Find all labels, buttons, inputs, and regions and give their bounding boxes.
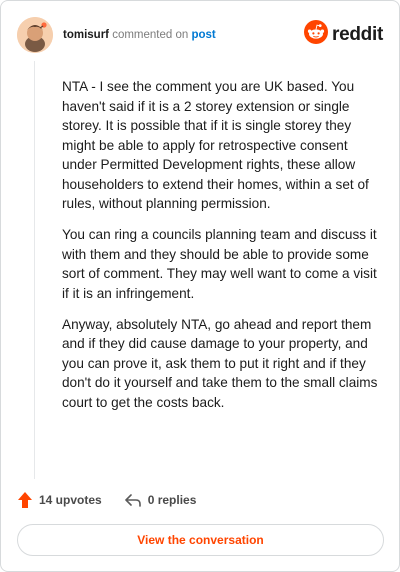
upvotes-count: 14 upvotes [39,493,102,507]
thread-line [34,61,35,479]
comment-paragraph: Anyway, absolutely NTA, go ahead and report them and if they did cause damage to your property, and you can prove it, ask them to put it right and if they don't do it yourself and take them to the small claims court to get the costs back. [62,316,378,410]
post-link[interactable]: post [191,29,216,41]
avatar-image [17,17,53,53]
replies-stat[interactable] [124,492,197,508]
upvote-arrow-icon [17,491,33,509]
action-text: commented on [112,29,189,41]
reddit-brand[interactable] [304,20,383,49]
reddit-logo-icon [304,20,328,49]
upvotes-stat[interactable] [17,491,102,509]
comment-paragraph: NTA - I see the comment you are UK based. You haven't said if it is a 2 storey extension or single storey. It is possible that if it is single storey they might be able to apply for retrospective consent under Permitted Development rights, these allow householders to extend their homes, within a set of rules, without planning permission. [62,79,369,211]
comment-body [62,77,384,424]
comment-footer [17,489,196,511]
comment-paragraph: You can ring a councils planning team and discuss it with them and they should be able to provide some sort of comment. They may well want to come a visit if it is an infringement. [62,227,377,301]
replies-count: 0 replies [147,493,197,507]
user-avatar[interactable] [17,17,53,53]
username-link[interactable]: tomisurf [63,29,109,41]
view-conversation-button[interactable]: View the conversation [17,524,384,556]
comment-header [17,17,383,53]
reddit-wordmark: reddit [332,23,383,45]
reply-icon [124,492,142,508]
comment-meta [63,29,216,41]
